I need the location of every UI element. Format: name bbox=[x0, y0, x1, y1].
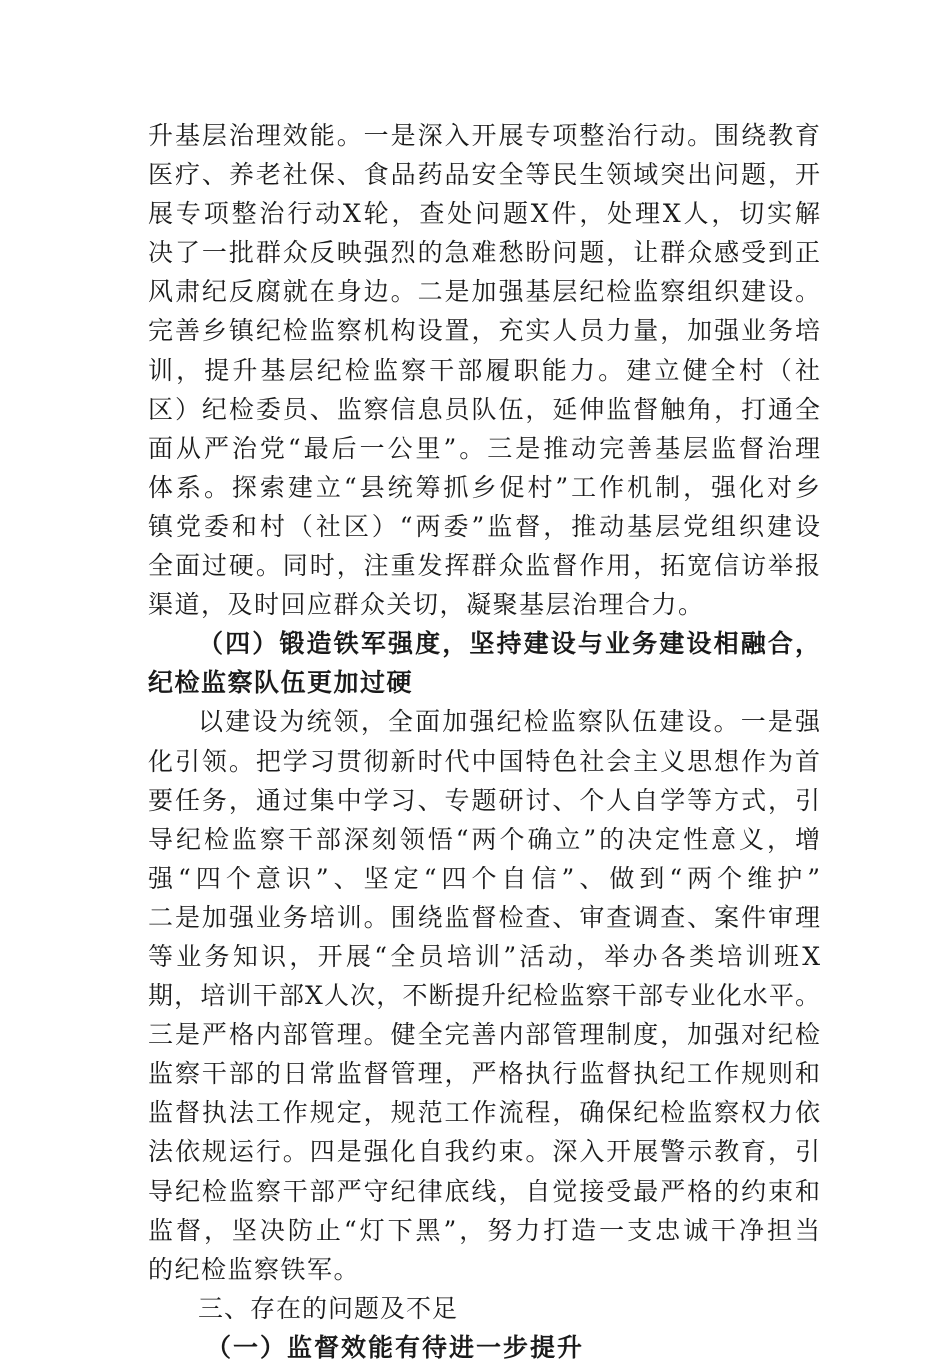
section-heading: （一）监督效能有待进一步提升 bbox=[206, 1332, 585, 1362]
document-body bbox=[148, 116, 820, 1367]
paragraph-line: 区）纪检委员、监察信息员队伍，延伸监督触角，打通全 bbox=[148, 394, 820, 424]
section-heading: 纪检监察队伍更加过硬 bbox=[148, 668, 414, 698]
paragraph-line: 完善乡镇纪检监察机构设置，充实人员力量，加强业务培 bbox=[148, 316, 820, 346]
paragraph-line: 训，提升基层纪检监察干部履职能力。建立健全村（社 bbox=[148, 355, 820, 385]
paragraph-line: 风肃纪反腐就在身边。二是加强基层纪检监察组织建设。 bbox=[148, 277, 820, 307]
paragraph-line: 监督执法工作规定，规范工作流程，确保纪检监察权力依 bbox=[148, 1098, 820, 1128]
chapter-heading: 三、存在的问题及不足 bbox=[198, 1293, 459, 1323]
paragraph-line: 强“四个意识”、坚定“四个自信”、做到“两个维护” bbox=[148, 863, 820, 893]
paragraph-line: 监察干部的日常监督管理，严格执行监督执纪工作规则和 bbox=[148, 1059, 820, 1089]
paragraph-line: 期，培训干部X人次，不断提升纪检监察干部专业化水平。 bbox=[148, 981, 820, 1011]
paragraph-line: 镇党委和村（社区）“两委”监督，推动基层党组织建设 bbox=[148, 511, 820, 541]
paragraph-line: 以建设为统领，全面加强纪检监察队伍建设。一是强 bbox=[198, 707, 820, 737]
paragraph-line: 导纪检监察干部严守纪律底线，自觉接受最严格的约束和 bbox=[148, 1176, 820, 1206]
paragraph-line: 医疗、养老社保、食品药品安全等民生领域突出问题，开 bbox=[148, 160, 820, 190]
paragraph-line: 升基层治理效能。一是深入开展专项整治行动。围绕教育 bbox=[148, 121, 820, 150]
paragraph-line: 导纪检监察干部深刻领悟“两个确立”的决定性意义，增 bbox=[148, 824, 820, 854]
paragraph-line: 渠道，及时回应群众关切，凝聚基层治理合力。 bbox=[148, 590, 705, 620]
paragraph-line: 的纪检监察铁军。 bbox=[148, 1254, 361, 1284]
paragraph-line: 面从严治党“最后一公里”。三是推动完善基层监督治理 bbox=[148, 433, 820, 463]
paragraph-line: 展专项整治行动X轮，查处问题X件，处理X人，切实解 bbox=[148, 199, 820, 229]
paragraph-line: 体系。探索建立“县统筹抓乡促村”工作机制，强化对乡 bbox=[148, 472, 820, 502]
paragraph-line: 监督，坚决防止“灯下黑”，努力打造一支忠诚干净担当 bbox=[148, 1215, 820, 1245]
paragraph-line: 全面过硬。同时，注重发挥群众监督作用，拓宽信访举报 bbox=[148, 551, 820, 581]
paragraph-line: 二是加强业务培训。围绕监督检查、审查调查、案件审理 bbox=[148, 902, 820, 932]
section-heading: （四）锻造铁军强度，坚持建设与业务建设相融合， bbox=[198, 629, 820, 659]
paragraph-line: 化引领。把学习贯彻新时代中国特色社会主义思想作为首 bbox=[148, 746, 820, 776]
paragraph-line: 等业务知识，开展“全员培训”活动，举办各类培训班X bbox=[148, 941, 820, 971]
paragraph-line: 法依规运行。四是强化自我约束。深入开展警示教育，引 bbox=[148, 1137, 820, 1167]
paragraph-line: 三是严格内部管理。健全完善内部管理制度，加强对纪检 bbox=[148, 1020, 820, 1050]
paragraph-line: 要任务，通过集中学习、专题研讨、个人自学等方式，引 bbox=[148, 785, 820, 815]
paragraph-line: 决了一批群众反映强烈的急难愁盼问题，让群众感受到正 bbox=[148, 238, 820, 268]
